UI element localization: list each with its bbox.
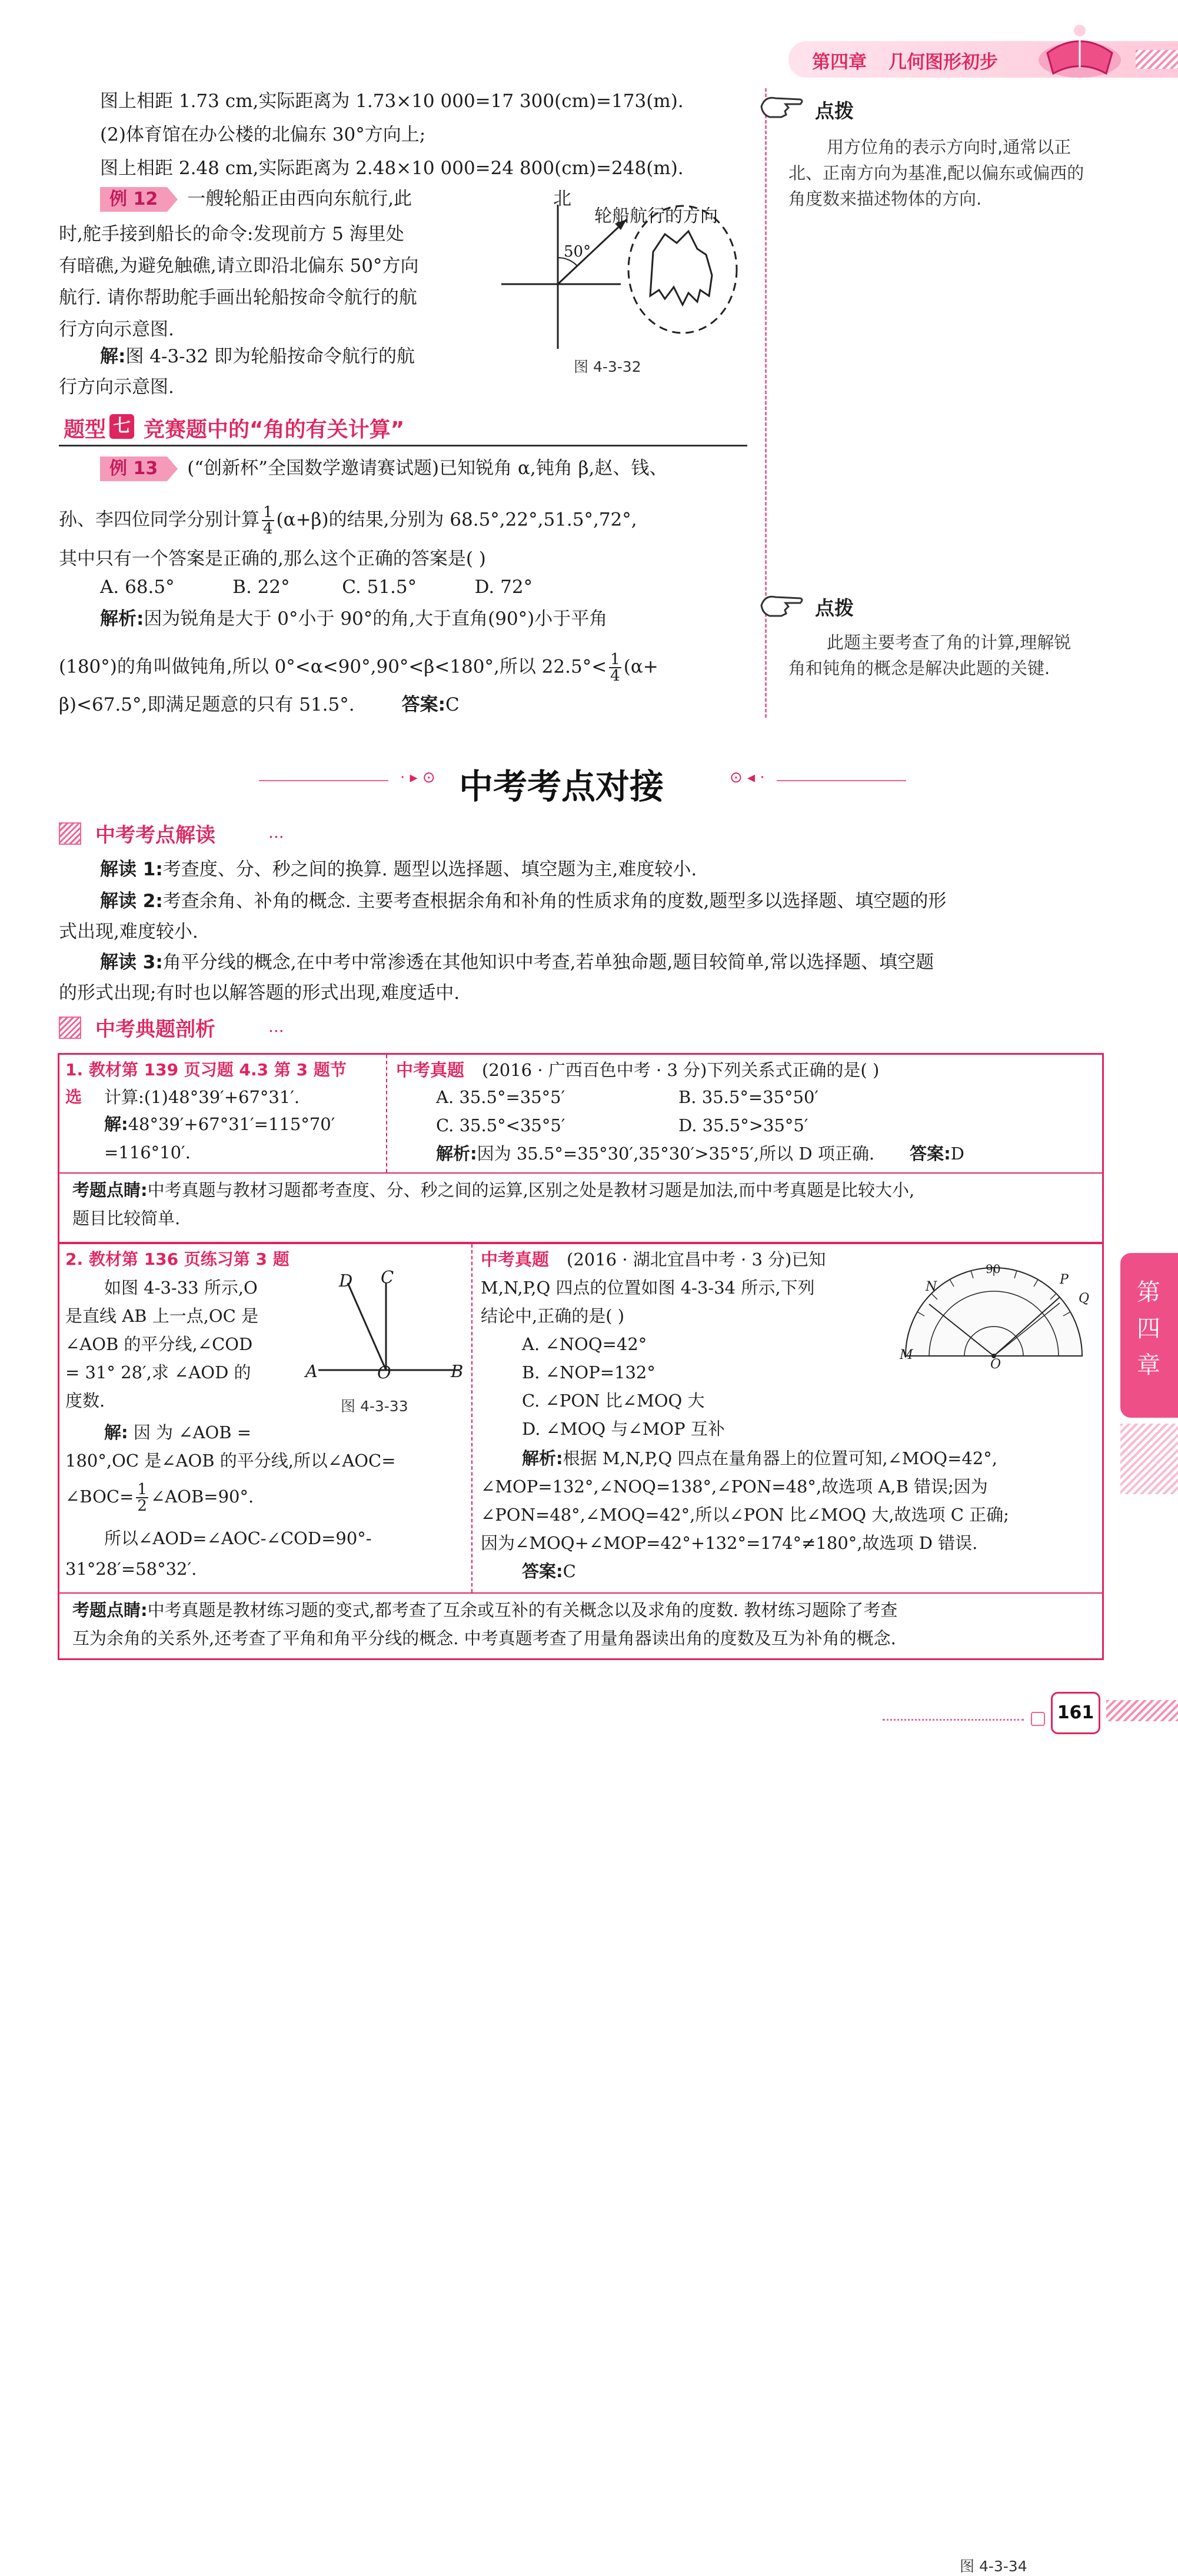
t1-note-1 [72, 1177, 914, 1203]
ex13-ana-frac-num: 1 [610, 651, 620, 668]
t2-ana-3: ∠PON=48°,∠MOQ=42°,所以∠PON 比∠MOQ 大,故选项 C 正确; [481, 1505, 1009, 1525]
t2-sol-3a: ∠BOC= [65, 1487, 134, 1507]
t1-left-sol-text: 48°39′+67°31′=115°70′ [128, 1114, 335, 1134]
ex13-ana-text-3: β)<67.5°,即满足题意的只有 51.5°. [59, 694, 355, 715]
t1-ans: D [950, 1144, 964, 1164]
ex13-tag: 例 13 [100, 456, 167, 481]
t2-q-5: 度数. [65, 1391, 105, 1411]
t2-ana-4: 因为∠MOQ+∠MOP=42°+132°=174°≠180°,故选项 D 错误. [481, 1533, 978, 1553]
t1-note-2: 题目比较简单. [72, 1208, 181, 1228]
t2-right-q-3: 结论中,正确的是( ) [481, 1306, 625, 1326]
top-line-1: 图上相距 1.73 cm,实际距离为 1.73×10 000=17 300(cm)=173(m). [100, 91, 684, 112]
zk-sub2-dots: ... [268, 1017, 284, 1036]
fig432-direction-label: 轮船航行的方向 [594, 206, 718, 226]
t2-sol-3b: ∠AOB=90°. [150, 1487, 254, 1507]
t2-left-title: 2. 教材第 136 页练习第 3 题 [65, 1249, 289, 1269]
ex12-line-4: 航行. 请你帮助舵手画出轮船按命令航行的航 [59, 287, 417, 308]
zk-title-rule-left [259, 780, 388, 781]
t2-note-2: 互为余角的关系外,还考查了平角和角平分线的概念. 中考真题考查了用量角器读出角的度数及互为补角的概念. [72, 1628, 896, 1648]
t2-right-tag: 中考真题 [481, 1249, 550, 1269]
t2-ans: C [563, 1561, 576, 1581]
fig433-label-b: B [451, 1361, 464, 1381]
t2-right-q-2: M,N,P,Q 四点的位置如图 4-3-34 所示,下列 [481, 1278, 815, 1298]
t2-sol-5: 31°28′=58°32′. [65, 1559, 197, 1579]
side-tab-text: 第四章 [1137, 1279, 1160, 1379]
top-line-3: 图上相距 2.48 cm,实际距离为 2.48×10 000=24 800(cm)=248(m). [100, 158, 684, 179]
ex13-ana-text-2b: (α+ [623, 656, 658, 678]
zk-sub1-dots: ... [268, 822, 284, 842]
ex12-sol-1 [100, 345, 415, 368]
ex12-sol-2: 行方向示意图. [59, 376, 174, 398]
t2-right-q-text-1: (2016 · 湖北宜昌中考 · 3 分)已知 [567, 1249, 826, 1269]
ex13-fraction [262, 505, 274, 536]
prot-label-o: O [990, 1357, 1001, 1372]
column-divider [765, 88, 767, 718]
ex12-line-1 [100, 187, 412, 212]
tip1-line-1: 用方位角的表示方向时,通常以正 [827, 137, 1071, 157]
zk-title-arrow-right-icon: ⊙ ◂ · [730, 769, 765, 787]
prot-label-90: 90 [986, 1262, 1001, 1276]
t1-ana-label: 解析: [436, 1144, 477, 1164]
page-number: 161 [1051, 1692, 1100, 1734]
ex13-ana-label: 解析: [100, 608, 144, 629]
t2-sol-text-1: 因 为 ∠AOB = [128, 1422, 252, 1442]
book-logo-icon [1036, 18, 1124, 82]
header-chapter: 第四章 [812, 52, 867, 73]
ex13-answer: C [445, 694, 460, 715]
zk-title: 中考考点对接 [459, 767, 664, 807]
chapter-side-tab [1120, 1253, 1178, 1418]
ex13-ana-frac-den: 4 [610, 667, 620, 685]
t1-note-label: 考题点睛: [72, 1180, 148, 1200]
side-tab-stripes [1120, 1424, 1178, 1494]
t1-right-tag: 中考真题 [396, 1060, 465, 1080]
tip1-line-3: 角度数来描述物体的方向. [788, 189, 982, 209]
ex12-sol-text: 图 4-3-32 即为轮船按命令航行的航 [125, 346, 415, 367]
t2-ana-text-1: 根据 M,N,P,Q 四点在量角器上的位置可知,∠MOQ=42°, [563, 1448, 998, 1468]
pointing-hand-icon [759, 91, 806, 122]
zk-title-arrow-left-icon: · ▸ ⊙ [400, 769, 435, 787]
zk-read-2-text: 考查余角、补角的概念. 主要考查根据余角和补角的性质求角的度数,题型多以选择题、填空题的形 [162, 891, 947, 912]
ex12-line-5: 行方向示意图. [59, 319, 174, 340]
section-mark-icon [59, 822, 81, 845]
footer-dotted-rule [883, 1719, 1024, 1721]
t2-sol-4: 所以∠AOD=∠AOC-∠COD=90°- [104, 1528, 372, 1548]
t2-ana-1 [522, 1445, 997, 1471]
fig432-caption: 图 4-3-32 [574, 358, 641, 375]
t2-frac-den: 2 [137, 1497, 147, 1515]
t2-note-text-1: 中考真题是教材练习题的变式,都考查了互余或互补的有关概念以及求角的度数. 教材练习题除了考查 [147, 1600, 898, 1620]
fig432-angle-label: 50° [564, 243, 591, 261]
type7-label: 题型 [64, 418, 107, 442]
fig433-label-c: C [381, 1267, 394, 1287]
zk-read-2a [100, 889, 946, 913]
top-line-2: (2)体育馆在办公楼的北偏东 30°方向上; [100, 124, 426, 145]
ex13-line-2 [59, 505, 637, 536]
t2-opt-a: A. ∠NOQ=42° [522, 1334, 647, 1354]
ex12-line-2: 时,舵手接到船长的命令:发现前方 5 海里处 [59, 224, 404, 245]
tip2-line-2: 角和钝角的概念是解决此题的关键. [788, 658, 1050, 678]
t2-ana-2: ∠MOP=132°,∠NOQ=138°,∠PON=48°,故选项 A,B 错误;因为 [481, 1477, 988, 1497]
t2-opt-d: D. ∠MOQ 与∠MOP 互补 [522, 1419, 725, 1439]
t1-right-question [396, 1057, 879, 1083]
tip2-title: 点拨 [815, 596, 854, 619]
prot-label-q: Q [1079, 1291, 1090, 1306]
fig433-label-d: D [339, 1271, 353, 1291]
prot-label-p: P [1060, 1272, 1069, 1287]
ex13-ana-2 [59, 652, 658, 684]
zk-read-1 [100, 858, 697, 881]
t1-analysis [436, 1141, 964, 1167]
zk-title-rule-right [777, 780, 906, 781]
t2-q-4: = 31° 28′,求 ∠AOD 的 [65, 1362, 251, 1382]
t1-ana-text: 因为 35.5°=35°30′,35°30′>35°5′,所以 D 项正确. [477, 1144, 875, 1164]
tip1-line-2: 北、正南方向为基准,配以偏东或偏西的 [788, 163, 1084, 183]
t1-right-q-text: (2016 · 广西百色中考 · 3 分)下列关系式正确的是( ) [482, 1060, 880, 1080]
t1-left-sol-1 [104, 1111, 335, 1137]
ex13-text-1: (“创新杯”全国数学邀请赛试题)已知锐角 α,钝角 β,赵、钱、 [187, 458, 668, 479]
t1-opt-c: C. 35.5°<35°5′ [436, 1115, 565, 1135]
zk-sub1: 中考考点解读 [95, 824, 215, 847]
section-mark-icon-2 [59, 1017, 81, 1039]
prot-label-m: M [900, 1348, 913, 1362]
t1-ans-label: 答案: [910, 1144, 951, 1164]
pointing-hand-icon-2 [759, 590, 806, 621]
header-stripes [1136, 50, 1178, 69]
fig432-north: 北 [553, 188, 571, 209]
t2-right-q-1 [481, 1247, 826, 1272]
t2-sol-2: 180°,OC 是∠AOB 的平分线,所以∠AOC= [65, 1451, 396, 1471]
zk-read-1-label: 解读 1: [100, 859, 163, 880]
zk-read-3-label: 解读 3: [100, 952, 163, 973]
t2-note-1 [72, 1597, 897, 1623]
t2-q-1: 如图 4-3-33 所示,O [104, 1278, 258, 1298]
t1-left-sol-label: 解: [104, 1114, 128, 1134]
t2-q-2: 是直线 AB 上一点,OC 是 [65, 1306, 259, 1326]
fig433-label-a: A [305, 1361, 318, 1381]
ex13-line-3: 其中只有一个答案是正确的,那么这个正确的答案是( ) [59, 548, 486, 569]
t2-note-label: 考题点睛: [72, 1600, 148, 1620]
t2-sol-label: 解: [104, 1422, 128, 1442]
fig433-label-o: O [377, 1362, 391, 1382]
t2-sol-1 [104, 1419, 251, 1445]
t1-left-title-2: 选 [65, 1087, 82, 1107]
t2-ans-label: 答案: [522, 1561, 563, 1581]
table-2-col-divider [471, 1244, 472, 1592]
table-2-row-divider [59, 1592, 1102, 1594]
ex13-ana-1 [100, 607, 607, 631]
ex13-text-2b: (α+β)的结果,分别为 68.5°,22°,51.5°,72°, [276, 509, 637, 531]
zk-read-2-label: 解读 2: [100, 891, 163, 912]
zk-read-2b: 式出现,难度较小. [59, 921, 198, 942]
t1-opt-b: B. 35.5°=35°50′ [678, 1087, 819, 1107]
header-bar [788, 41, 1178, 78]
prot-label-n: N [926, 1279, 937, 1294]
footer-square-icon [1031, 1712, 1045, 1726]
ex13-line-1 [100, 456, 667, 481]
footer-stripes [1106, 1700, 1178, 1721]
fig434-caption: 图 4-3-34 [960, 2558, 1027, 2575]
ex13-ana-fraction [609, 652, 621, 684]
t2-opt-c: C. ∠PON 比∠MOQ 大 [522, 1391, 705, 1411]
ex12-line-3: 有暗礁,为避免触礁,请立即沿北偏东 50°方向 [59, 255, 419, 276]
t2-q-3: ∠AOB 的平分线,∠COD [65, 1334, 253, 1354]
zk-read-3-text: 角平分线的概念,在中考中常渗透在其他知识中考查,若单独命题,题目较简单,常以选择题、填空题 [162, 952, 934, 973]
ex13-ana-text-2a: (180°)的角叫做钝角,所以 0°<α<90°,90°<β<180°,所以 22.5°< [59, 656, 607, 678]
ex13-frac-den: 4 [263, 520, 273, 538]
t1-left-sol-2: =116°10′. [104, 1142, 191, 1162]
t2-frac-num: 1 [137, 1481, 147, 1498]
type7-title: 竞赛题中的“角的有关计算” [144, 418, 405, 442]
t2-fraction [136, 1482, 148, 1514]
zk-read-3a [100, 951, 934, 974]
table-1-col-divider [386, 1055, 387, 1172]
ex13-frac-num: 1 [263, 504, 273, 521]
tip2-line-1: 此题主要考查了角的计算,理解锐 [827, 632, 1071, 652]
ex12-text-1: 一艘轮船正由西向东航行,此 [187, 188, 412, 209]
t2-sol-3 [65, 1482, 254, 1514]
ex12-sol-label: 解: [100, 346, 126, 367]
t2-opt-b: B. ∠NOP=132° [522, 1362, 655, 1382]
tip1-title: 点拨 [815, 99, 854, 122]
t2-answer [522, 1558, 576, 1584]
table-1 [58, 1053, 1104, 1244]
t2-ana-label: 解析: [522, 1448, 563, 1468]
zk-read-3b: 的形式出现;有时也以解答题的形式出现,难度适中. [59, 982, 460, 1004]
zk-read-1-text: 考查度、分、秒之间的换算. 题型以选择题、填空题为主,难度较小. [162, 859, 697, 880]
type7-heading [59, 412, 747, 446]
t1-opt-d: D. 35.5°>35°5′ [678, 1115, 808, 1135]
t1-note-text-1: 中考真题与教材习题都考查度、分、秒之间的运算,区别之处是教材习题是加法,而中考真题是比较大小, [147, 1180, 915, 1200]
ex13-ana-text-1: 因为锐角是大于 0°小于 90°的角,大于直角(90°)小于平角 [144, 608, 608, 629]
zk-sub2: 中考典题剖析 [95, 1018, 215, 1041]
header-chapter-title: 几何图形初步 [889, 52, 998, 73]
ex13-options: A. 68.5° B. 22° C. 51.5° D. 72° [100, 576, 533, 598]
t1-left-title-1: 1. 教材第 139 页习题 4.3 第 3 题节 [65, 1060, 347, 1079]
table-1-row-divider [59, 1172, 1102, 1174]
type7-num-badge: 七 [109, 414, 134, 439]
fig433-caption: 图 4-3-33 [341, 1398, 408, 1415]
t1-opt-a: A. 35.5°=35°5′ [436, 1087, 565, 1107]
ex12-tag: 例 12 [100, 187, 167, 212]
ex13-text-2a: 孙、李四位同学分别计算 [59, 509, 259, 531]
ex13-ana-3 [59, 693, 460, 717]
t1-left-question: 计算:(1)48°39′+67°31′. [104, 1087, 300, 1107]
ex13-answer-label: 答案: [401, 694, 446, 715]
